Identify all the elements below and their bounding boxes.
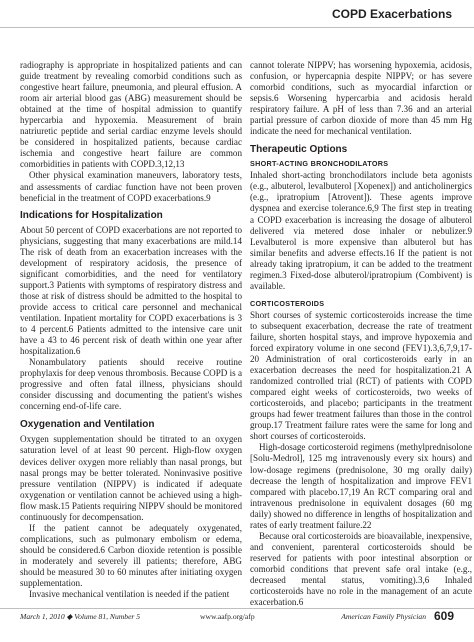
paragraph: Invasive mechanical ventilation is needed if the patient bbox=[29, 589, 230, 600]
paragraph: If the patient cannot be adequately oxygenated, complications, such as pulmonary embolism or edema, should be considered.6 Carbon dioxide retention is possible in moderately and severely ill patients; therefore, ABG should be measured 30 to 60 minutes after initiating oxygen supplementation. bbox=[20, 522, 242, 589]
paragraph: radiography is appropriate in hospitalized patients and can guide treatment by revealing comorbid conditions such as congestive heart failure, pneumonia, and pleural effusion. A room air arterial blood gas (ABG) measurement should be obtained at the time of hospital admission to quantify hypercarbia and hypoxemia. Measurement of brain natriuretic peptide and serial cardiac enzyme levels should be considered in hospitalized patients, because cardiac ischemia and congestive heart failure are common comorbidities in patients with COPD.3,12,13 bbox=[20, 60, 242, 170]
footer-url[interactable]: www.aafp.org/afp bbox=[200, 612, 255, 621]
footer-issue: March 1, 2010 ◆ Volume 81, Number 5 bbox=[20, 612, 141, 621]
left-column bbox=[20, 60, 242, 600]
footer-journal: American Family Physician bbox=[341, 612, 426, 621]
paragraph: High-dosage corticosteroid regimens (methylprednisolone [Solu-Medrol], 125 mg intravenously every six hours) and low-dosage regimens (prednisolone, 30 mg orally daily) decrease the length of hospitalization and improve FEV1 compared with placebo.17,19 An RCT comparing oral and intravenous prednisolone in equivalent dosages (60 mg daily) showed no difference in lengths of hospitalization and rates of early treatment failure.22 bbox=[250, 442, 472, 530]
paragraph: Short courses of systemic corticosteroids increase the time to subsequent exacerbation, decrease the rate of treatment failure, shorten hospital stays, and improve hypoxemia and forced expiratory volume in one second (FEV1).3,6,7,9,17-20 Administration of oral corticosteroids early in an exacerbation decreases the need for hospitalization.21 A randomized controlled trial (RCT) of patients with COPD compared eight weeks of corticosteroids, two weeks of corticosteroids, and placebo; participants in the treatment groups had fewer treatment failures than those in the control group.17 Treatment failure rates were the same for long and short courses of corticosteroids. bbox=[250, 309, 472, 442]
section-heading-oxygenation: Oxygenation and Ventilation bbox=[20, 419, 155, 431]
paragraph: About 50 percent of COPD exacerbations are not reported to physicians, suggesting that many exacerbations are mild.14 The risk of death from an exacerbation increases with the development of respiratory acidosis, the presence of significant comorbidities, and the need for ventilatory support.3 Patients with symptoms of respiratory distress and those at risk of distress should be admitted to the hospital to provide access to critical care personnel and mechanical ventilation. Inpatient mortality for COPD exacerbations is 3 to 4 percent.6 Patients admitted to the intensive care unit have a 43 to 46 percent risk of death within one year after hospitalization.6 bbox=[20, 224, 242, 357]
page-number: 609 bbox=[433, 609, 454, 623]
paragraph: Other physical examination maneuvers, laboratory tests, and assessments of cardiac function have not been proven beneficial in the treatment of COPD exacerbations.9 bbox=[20, 170, 242, 203]
subheading-corticosteroids: CORTICOSTEROIDS bbox=[250, 298, 325, 308]
section-heading-hospitalization: Indications for Hospitalization bbox=[20, 209, 163, 221]
footer-rule bbox=[0, 608, 474, 609]
section-heading-therapeutic-options: Therapeutic Options bbox=[250, 144, 348, 156]
right-column bbox=[250, 60, 472, 608]
paragraph: Because oral corticosteroids are bioavailable, inexpensive, and convenient, parenteral corticosteroids should be reserved for patients with poor intestinal absorption or comorbid conditions that prevent safe oral intake (e.g., decreased mental status, vomiting).3,6 Inhaled corticosteroids have no role in the management of an acute exacerbation.6 bbox=[250, 530, 472, 608]
running-header-title: COPD Exacerbations bbox=[331, 7, 452, 21]
subheading-bronchodilators: SHORT-ACTING BRONCHODILATORS bbox=[250, 159, 389, 169]
paragraph: Oxygen supplementation should be titrated to an oxygen saturation level of at least 90 percent. High-flow oxygen devices deliver oxygen more reliably than nasal prongs, but nasal prongs may be better tolerated. Noninvasive positive pressure ventilation (NIPPV) is indicated if adequate oxygenation or ventilation cannot be achieved using a high-flow mask.15 Patients requiring NIPPV should be monitored continuously for decompensation. bbox=[20, 434, 242, 522]
paragraph: Inhaled short-acting bronchodilators include beta agonists (e.g., albuterol, levalbuterol [Xopenex]) and anticholinergics (e.g., ipratropium [Atrovent]). These agents improve dyspnea and exercise tolerance.6,9 The first step in treating a COPD exacerbation is increasing the dosage of albuterol delivered via metered dose inhaler or nebulizer.9 Levalbuterol is more expensive than albuterol but has similar benefits and adverse effects.16 If the patient is not already taking ipratropium, it can be added to the treatment regimen.3 Fixed-dose albuterol/ipratropium (Combivent) is available. bbox=[250, 170, 472, 291]
paragraph: cannot tolerate NIPPV; has worsening hypoxemia, acidosis, confusion, or hypercapnia despite NIPPV; or has severe comorbid conditions, such as myocardial infarction or sepsis.6 Worsening hypercarbia and acidosis herald respiratory failure. A pH of less than 7.36 and an arterial partial pressure of carbon dioxide of more than 45 mm Hg indicate the need for mechanical ventilation. bbox=[250, 60, 472, 137]
paragraph: Nonambulatory patients should receive routine prophylaxis for deep venous thrombosis. Because COPD is a progressive and often fatal illness, physicians should consider discussing and documenting the patient's wishes concerning end-of-life care. bbox=[20, 357, 243, 412]
